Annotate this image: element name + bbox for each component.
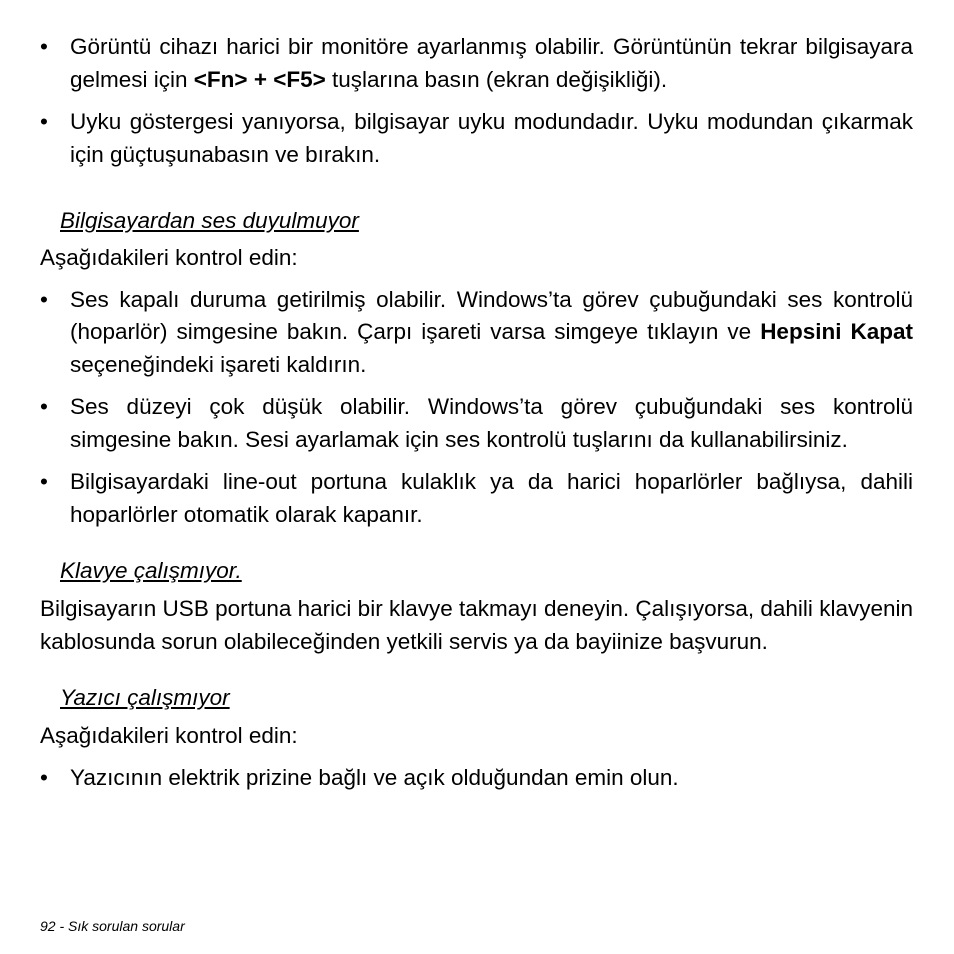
keyboard-paragraph: Bilgisayarın USB portuna harici bir klavye takmayı deneyin. Çalışıyorsa, dahili klavyenin kablosunda sorun olabileceğinden yetkili servis ya da bayiinize başvurun. bbox=[40, 596, 913, 654]
list-item bbox=[40, 762, 913, 795]
intro-text: Aşağıdakileri kontrol edin: bbox=[40, 245, 298, 270]
list-item bbox=[40, 391, 913, 456]
option-name: Hepsini Kapat bbox=[760, 319, 913, 344]
key-combo: <Fn> + <F5> bbox=[193, 66, 326, 92]
list-item bbox=[40, 284, 913, 382]
page-content bbox=[40, 31, 913, 794]
list-item-text: seçeneğindeki işareti kaldırın. bbox=[70, 351, 367, 377]
bullet-marker: • bbox=[40, 469, 48, 494]
page-footer: 92 - Sık sorulan sorular bbox=[40, 918, 185, 934]
list-item-text: Bilgisayardaki line-out portuna kulaklık ya da harici hoparlörler bağlıysa, dahili hoparlörler otomatik olarak kapanır. bbox=[70, 469, 913, 527]
section-heading-sound: Bilgisayardan ses duyulmuyor bbox=[60, 208, 359, 233]
list-item bbox=[40, 106, 913, 171]
section-heading-printer: Yazıcı çalışmıyor bbox=[60, 685, 230, 710]
list-item bbox=[40, 466, 913, 531]
bullet-marker: • bbox=[40, 109, 48, 134]
bullet-marker: • bbox=[40, 394, 48, 419]
list-item-text: tuşlarına basın (ekran değişikliği). bbox=[325, 66, 668, 92]
bullet-list-printer bbox=[40, 762, 913, 795]
bullet-list-display bbox=[40, 31, 913, 171]
list-item bbox=[40, 31, 913, 96]
bullet-marker: • bbox=[40, 34, 48, 59]
bullet-marker: • bbox=[40, 286, 48, 312]
list-item-text: Uyku göstergesi yanıyorsa, bilgisayar uyku modundadır. Uyku modundan çıkarmak için güçtuşunabasın ve bırakın. bbox=[70, 109, 913, 167]
list-item-text: Ses kapalı duruma getirilmiş olabilir. Windows’ta görev çubuğundaki ses kontrolü (hoparlör) simgesine bakın. Çarpı işareti varsa simgeye tıklayın ve bbox=[70, 286, 913, 344]
intro-text: Aşağıdakileri kontrol edin: bbox=[40, 723, 298, 748]
list-item-text: Görüntü cihazı harici bir monitöre ayarlanmış olabilir. Görüntünün tekrar bilgisayara gelmesi için bbox=[70, 34, 913, 92]
section-heading-keyboard: Klavye çalışmıyor. bbox=[60, 558, 242, 583]
list-item-text: Ses düzeyi çok düşük olabilir. Windows’ta görev çubuğundaki ses kontrolü simgesine bakın. Sesi ayarlamak için ses kontrolü tuşlarını da kullanabilirsiniz. bbox=[70, 394, 913, 452]
list-item-text: Yazıcının elektrik prizine bağlı ve açık olduğundan emin olun. bbox=[70, 764, 679, 790]
bullet-list-sound bbox=[40, 284, 913, 532]
bullet-marker: • bbox=[40, 764, 48, 790]
